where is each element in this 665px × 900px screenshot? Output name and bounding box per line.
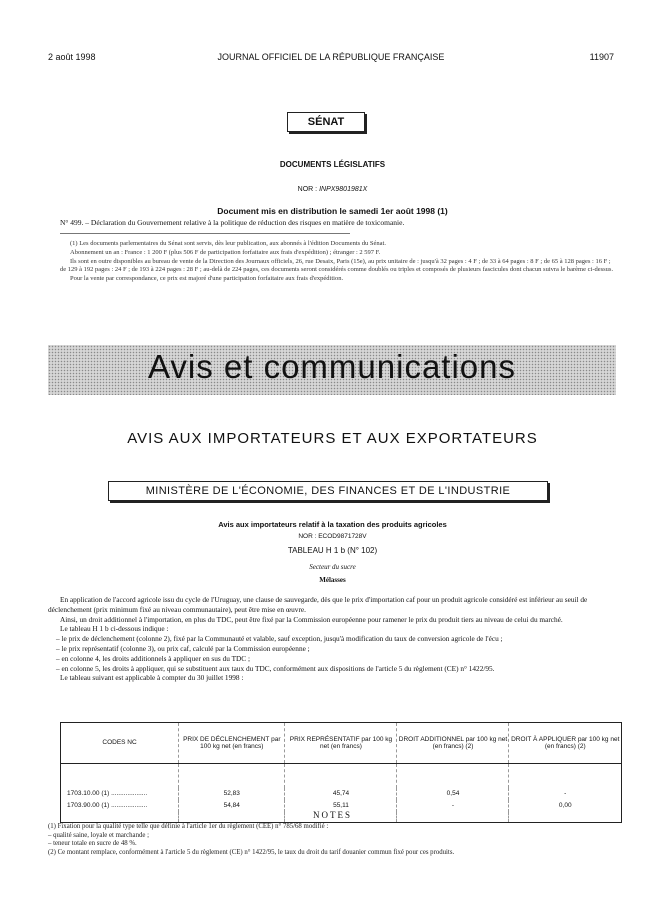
senat-footnote: Abonnement un an : France : 1 200 F (plus 506 F de participation forfaitaire aux frais d'expédition) ; étranger : 2 597 F. xyxy=(70,248,381,256)
header-date: 2 août 1998 xyxy=(48,52,96,62)
nor-label: NOR : xyxy=(297,186,318,193)
product-label: Mélasses xyxy=(319,576,346,584)
distribution-heading: Document mis en distribution le samedi 1er août 1998 (1) xyxy=(217,206,448,216)
nor-code: INPX9801981X xyxy=(319,186,368,193)
tableau-heading: TABLEAU H 1 b (N° 102) xyxy=(287,546,378,555)
tariff-table xyxy=(60,722,622,823)
cell-code: 1703.10.00 (1) .................... xyxy=(61,788,179,800)
cell-value: 0,00 xyxy=(558,802,572,809)
notice-body xyxy=(48,595,616,683)
sector-label: Secteur du sucre xyxy=(309,563,356,571)
senat-footnote: Pour la vente par correspondance, ce prix est majoré d'une participation forfaitaire aux frais d'expédition. xyxy=(70,275,344,283)
body-list-item: – le prix représentatif (colonne 3), ou prix caf, calculé par la Commission européenne ; xyxy=(56,643,310,653)
cell-value: 54,84 xyxy=(179,800,285,812)
column-header: CODES NC xyxy=(61,723,179,764)
cell-value: - xyxy=(564,790,567,797)
table-spacer-row xyxy=(61,764,621,789)
declaration-line: N° 499. – Déclaration du Gouvernement relative à la politique de réduction des risques en matière de toxicomanie. xyxy=(60,218,405,227)
body-paragraph: Le tableau suivant est applicable à compter du 30 juillet 1998 : xyxy=(60,673,244,683)
cell-value: 52,83 xyxy=(179,788,285,800)
cell-value: - xyxy=(397,800,509,812)
note-item: – qualité saine, loyale et marchande ; xyxy=(48,831,149,839)
body-list-item: – le prix de déclenchement (colonne 2), fixé par la Communauté et valable, sauf exception, jusqu'à modification du taux de conversion agricole de l'écu ; xyxy=(56,634,503,644)
table-row xyxy=(61,788,621,800)
note-item: (2) Ce montant remplace, conformément à l'article 5 du règlement (CE) n° 1422/95, le taux du droit du tarif douanier commun fixé pour ces produits. xyxy=(48,848,455,856)
nor-reference xyxy=(0,186,665,193)
senat-footnote: (1) Les documents parlementaires du Sénat sont servis, dès leur publication, aux abonnés à l'édition Documents du Sénat. xyxy=(70,240,386,247)
note-item: (1) Fixation pour la qualité type telle que définie à l'article 1er du règlement (CEE) n° 785/68 modifié : xyxy=(48,823,329,830)
notes-list xyxy=(48,823,616,857)
senat-title-box: SÉNAT xyxy=(287,112,365,132)
column-header: PRIX DE DÉCLENCHEMENT par 100 kg net (en francs) xyxy=(179,723,285,764)
page-header xyxy=(48,52,614,66)
table-header-row xyxy=(61,723,621,764)
body-paragraph: En application de l'accord agricole issu du cycle de l'Uruguay, une clause de sauvegarde, dès que le prix d'importation caf pour un produit agricole considéré est inférieur au seuil de déclenchement (prix minimum fixé au niveau communautaire), peut être mise en œuvre. xyxy=(48,595,588,614)
header-journal-title: JOURNAL OFFICIEL DE LA RÉPUBLIQUE FRANÇAISE xyxy=(217,52,445,62)
body-paragraph: Ainsi, un droit additionnel à l'importation, en plus du TDC, peut être fixé par la Commission européenne pour ramener le prix du produit tiers au niveau de celui du marché. xyxy=(60,614,563,624)
cell-code: 1703.90.00 (1) .................... xyxy=(61,800,179,812)
notes-heading: NOTES xyxy=(313,810,352,820)
section-banner-title: Avis et communications xyxy=(147,348,517,385)
cell-value: 0,54 xyxy=(397,788,509,800)
ministry-box: MINISTÈRE DE L'ÉCONOMIE, DES FINANCES ET DE L'INDUSTRIE xyxy=(108,481,548,501)
cell-value: 55,11 xyxy=(285,800,397,812)
section-heading: AVIS AUX IMPORTATEURS ET AUX EXPORTATEURS xyxy=(127,430,538,447)
note-item: – teneur totale en sucre de 48 %. xyxy=(48,840,137,848)
body-paragraph: Le tableau H 1 b ci-dessous indique : xyxy=(60,624,169,634)
documents-legislatifs-heading: DOCUMENTS LÉGISLATIFS xyxy=(279,160,386,169)
notice-nor: NOR : ECOD9871728V xyxy=(298,533,367,540)
notice-title: Avis aux importateurs relatif à la taxation des produits agricoles xyxy=(218,520,447,529)
senat-footnote: Ils sont en outre disponibles au bureau de vente de la Direction des Journaux officiels, 26, rue Desaix, Paris (15e), au prix unitaire de : jusqu'à 32 pages : 4 F ; de 33 à 64 pages : 8 F ; de 65 à 128 pages : 16 F ; de 129 à 192 pages : 24 F ; de 193 à 224 pages : 28 F ; au-delà de 224 pages, ces documents seront considérés comme doublés ou triples et composés de plusieurs fascicules dont chacun suivra le barème ci-dessus. xyxy=(60,257,614,274)
header-page-number: 11907 xyxy=(589,52,614,62)
column-header: DROIT À APPLIQUER par 100 kg net (en francs) (2) xyxy=(509,723,621,764)
column-header: DROIT ADDITIONNEL par 100 kg net (en francs) (2) xyxy=(397,723,509,764)
body-list-item: – en colonne 5, les droits à appliquer, qui se substituent aux taux du TDC, conformément aux dispositions de l'article 5 du règlement (CE) n° 1422/95. xyxy=(56,663,495,673)
footnote-divider xyxy=(60,233,350,234)
body-list-item: – en colonne 4, les droits additionnels à appliquer en sus du TDC ; xyxy=(56,653,251,663)
cell-value: 45,74 xyxy=(285,788,397,800)
senat-footnotes xyxy=(60,240,615,284)
column-header: PRIX REPRÉSENTATIF par 100 kg net (en francs) xyxy=(285,723,397,764)
